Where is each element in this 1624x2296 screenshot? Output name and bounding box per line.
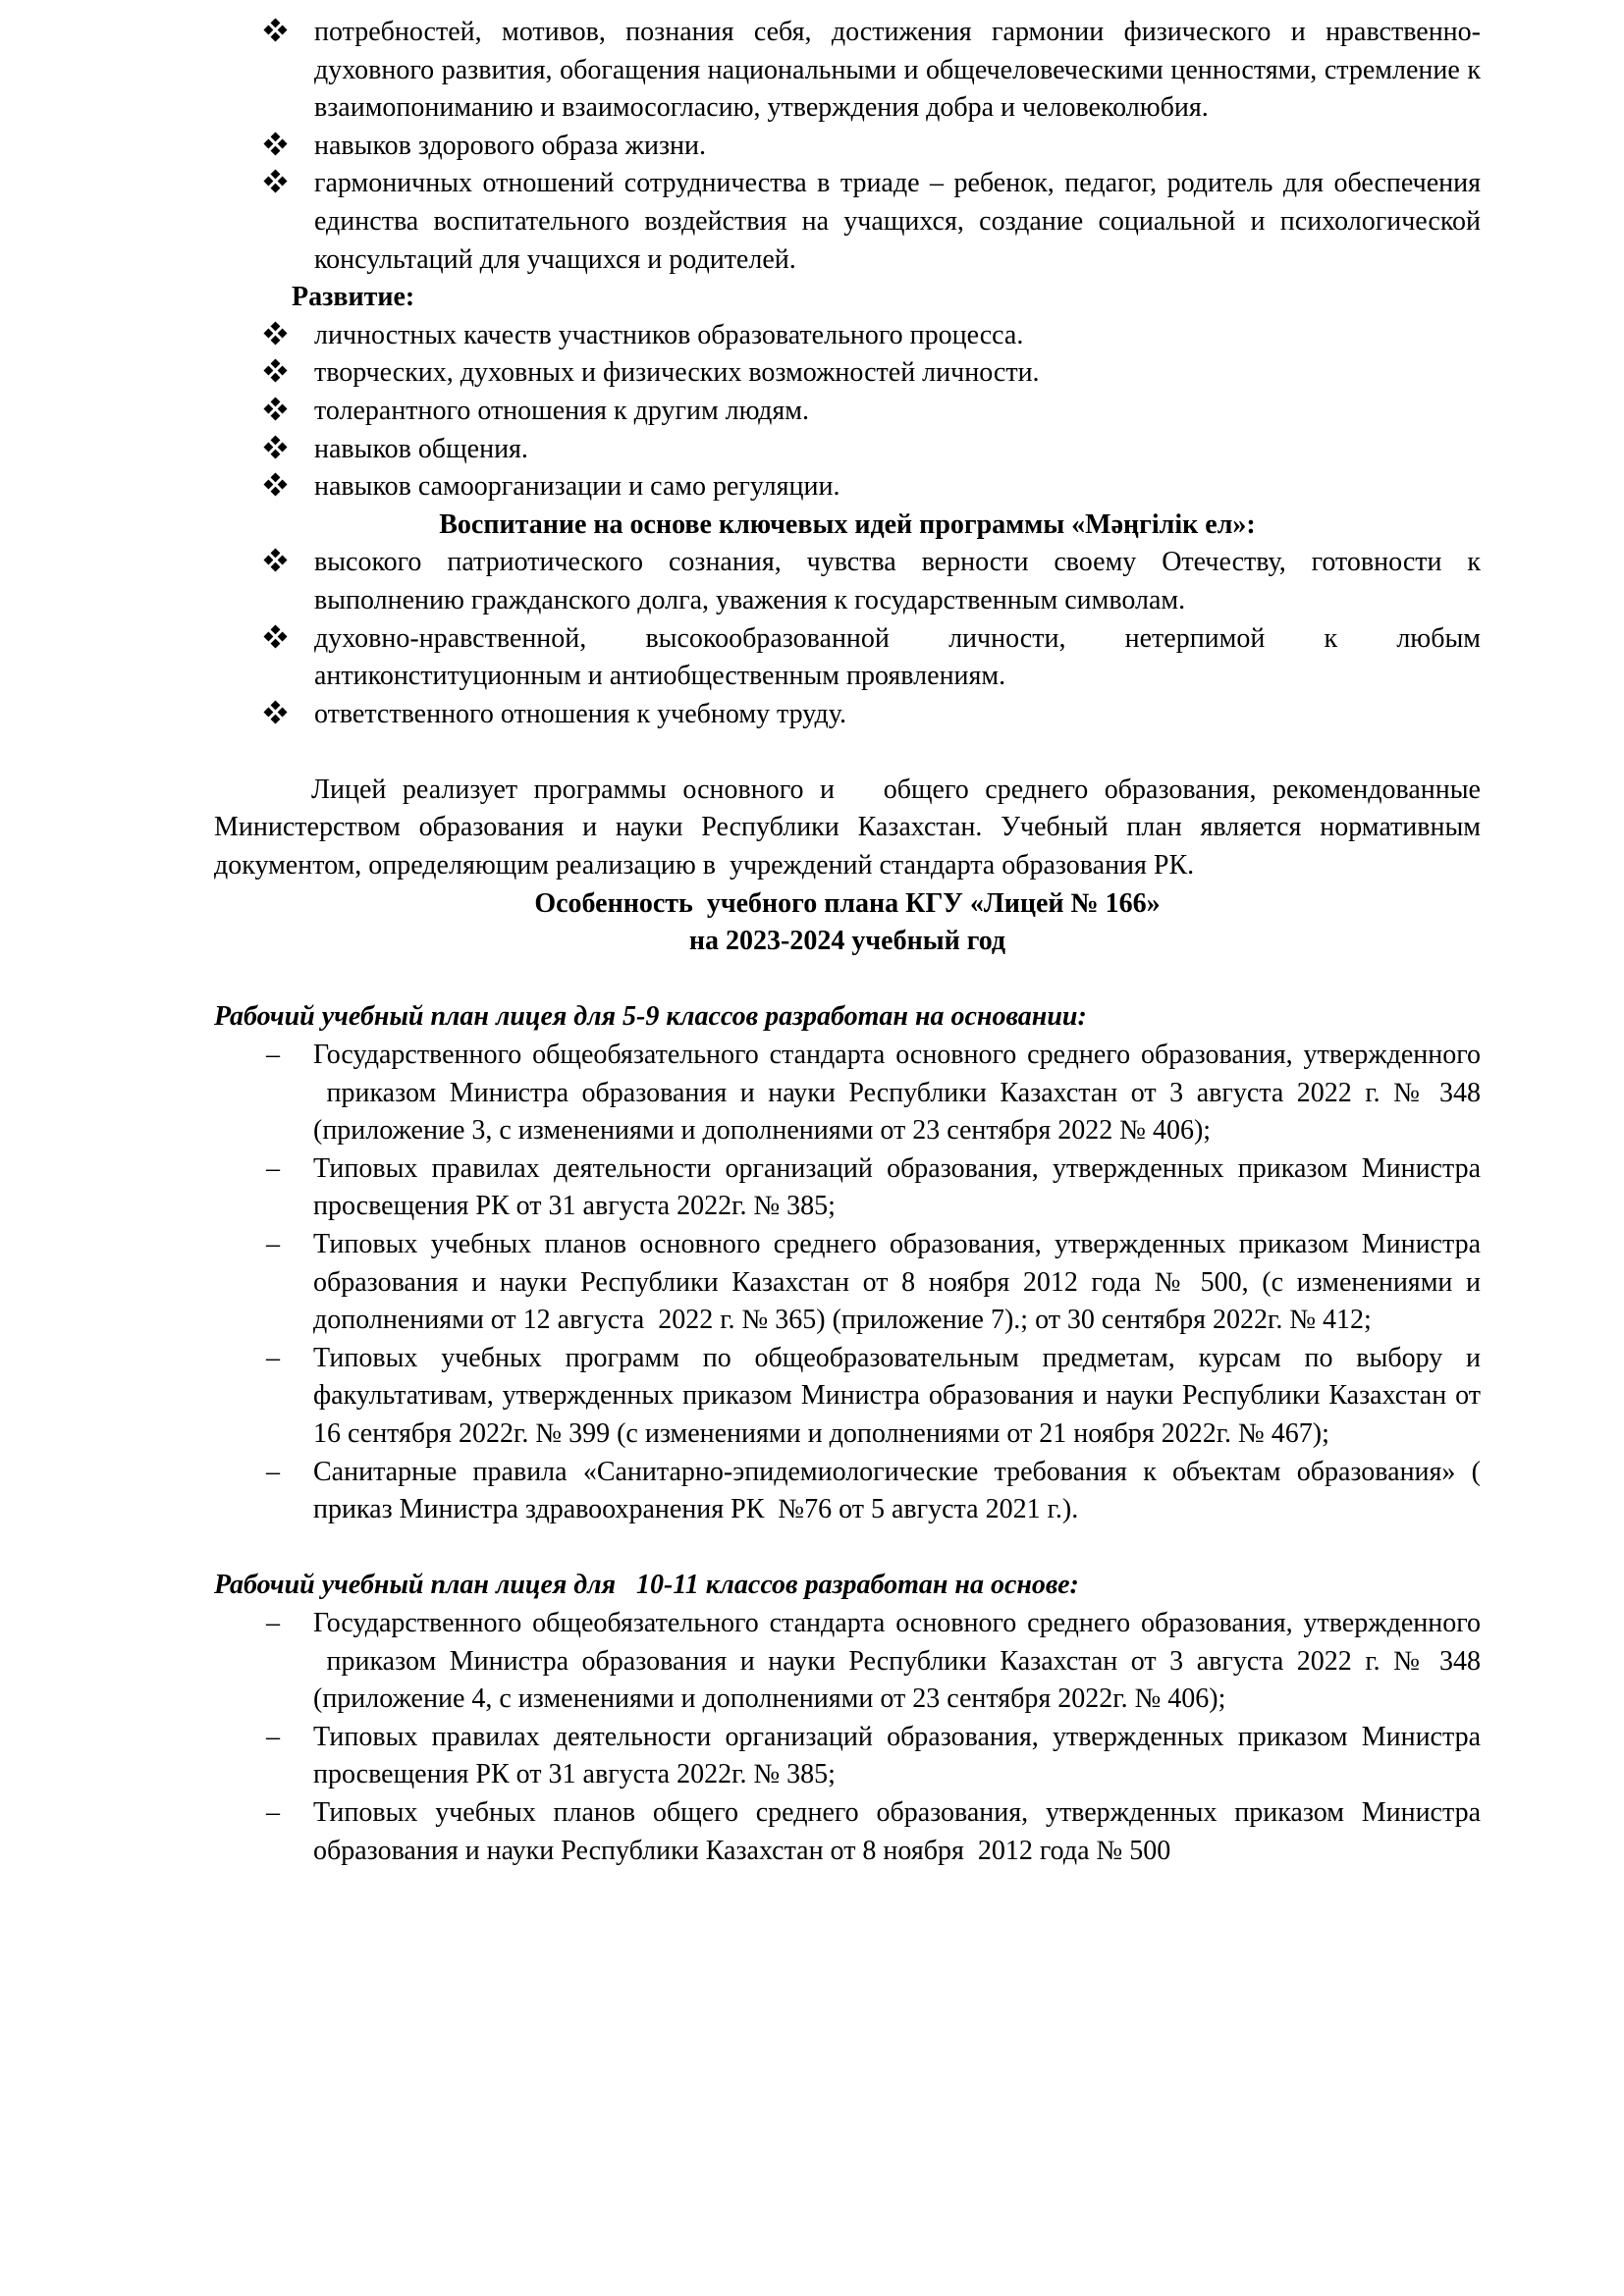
bullet-text: гармоничных отношений сотрудничества в триаде – ребенок, педагог, родитель для обеспечения единства воспитательного воздействия на учащихся, создание социальной и психологической консультаций для учащихся и родителей. [314, 168, 1481, 275]
list-item-text: Санитарные правила «Санитарно-эпидемиологические требования к объектам образования» ( приказ Министра здравоохранения РК №76 от 5 августа 2021 г.). [313, 1456, 1481, 1525]
list-item [214, 1794, 1481, 1870]
blank-line [214, 733, 1481, 772]
bullet-text: личностных качеств участников образовательного процесса. [314, 319, 1024, 350]
bullet-text: навыков общения. [314, 433, 528, 464]
list-item [214, 1605, 1481, 1719]
bullet-text: толерантного отношения к другим людям. [314, 395, 809, 426]
development-heading: Развитие: [292, 282, 415, 313]
bullet-text: потребностей, мотивов, познания себя, достижения гармонии физического и нравственно-духовного развития, обогащения национальными и общечеловеческими ценностями, стремление к взаимопониманию и взаимосогласию, утверждения добра и человеколюбия. [314, 17, 1481, 124]
list-item [214, 1719, 1481, 1794]
list-item [214, 620, 1481, 696]
list-item [214, 128, 1481, 166]
list-item-text: Государственного общеобязательного стандарта основного среднего образования, утвержденного приказом Министра образования и науки Республики Казахстан от 3 августа 2022 г. № 348 (приложение 3, с изменениями и дополнениями от 23 сентября 2022 № 406); [313, 1040, 1481, 1147]
list-item-text: Типовых учебных программ по общеобразовательным предметам, курсам по выбору и факультативам, утвержденных приказом Министра образования и науки Республики Казахстан от 16 сентября 2022г. № 399 (с изменениями и дополнениями от 21 ноября 2022г. № 467); [313, 1342, 1481, 1449]
dash-bullet-icon: – [266, 1152, 280, 1184]
bullet-text: навыков самоорганизации и само регуляции. [314, 471, 840, 503]
list-item [214, 1037, 1481, 1150]
list-item-text: Типовых правилах деятельности организаций образования, утвержденных приказом Министра просвещения РК от 31 августа 2022г. № 385; [313, 1721, 1481, 1790]
diamond-bullet-icon [265, 393, 314, 417]
list-item [214, 696, 1481, 734]
list-item [214, 1150, 1481, 1226]
list-item [214, 14, 1481, 128]
bullet-text: ответственного отношения к учебному труду. [314, 698, 846, 729]
dash-bullet-icon: – [266, 1796, 280, 1828]
list-item [214, 393, 1481, 431]
list-item [214, 165, 1481, 279]
section-5-9-heading: Рабочий учебный план лицея для 5-9 классов разработан на основании: [214, 1001, 1087, 1033]
list-item [214, 1454, 1481, 1529]
list-item-text: Типовых правилах деятельности организаций образования, утвержденных приказом Министра просвещения РК от 31 августа 2022г. № 385; [313, 1152, 1481, 1222]
section-10-11-heading: Рабочий учебный план лицея для 10-11 классов разработан на основе: [214, 1570, 1079, 1601]
diamond-bullet-icon [265, 620, 314, 645]
diamond-bullet-icon [265, 14, 314, 38]
list-item [214, 544, 1481, 619]
list-item [214, 431, 1481, 469]
diamond-bullet-icon [265, 317, 314, 342]
list-item [214, 1340, 1481, 1454]
dash-bullet-icon: – [266, 1342, 280, 1373]
list-item-text: Государственного общеобязательного стандарта основного среднего образования, утвержденного приказом Министра образования и науки Республики Казахстан от 3 августа 2022 г. № 348 (приложение 4, с изменениями и дополнениями от 23 сентября 2022г. № 406); [313, 1607, 1481, 1715]
blank-line [214, 961, 1481, 999]
list-item-text: Типовых учебных планов общего среднего образования, утвержденных приказом Министра образования и науки Республики Казахстан от 8 ноября 2012 года № 500 [313, 1796, 1481, 1866]
vospitanie-heading: Воспитание на основе ключевых идей программы «Мәңгілік ел»: [439, 508, 1256, 540]
blank-line [214, 1529, 1481, 1568]
diamond-bullet-icon [265, 354, 314, 379]
list-item [214, 468, 1481, 507]
list-item [214, 317, 1481, 355]
diamond-bullet-icon [265, 696, 314, 721]
development-bullet-list [214, 317, 1481, 507]
bullet-text: духовно-нравственной, высокообразованной личности, нетерпимой к любым антиконституционным и антиобщественным проявлениям. [314, 622, 1481, 692]
bullet-text: навыков здорового образа жизни. [314, 130, 706, 161]
list-item-text: Типовых учебных планов основного среднего образования, утвержденных приказом Министра образования и науки Республики Казахстан от 8 ноября 2012 года № 500, (с изменениями и дополнениями от 12 августа 2022 г. № 365) (приложение 7).; от 30 сентября 2022г. № 412; [313, 1229, 1481, 1336]
diamond-bullet-icon [265, 431, 314, 455]
bullet-text: высокого патриотического сознания, чувства верности своему Отечеству, готовности к выполнению гражданского долга, уважения к государственным символам. [314, 547, 1481, 615]
bullet-text: творческих, духовных и физических возможностей личности. [314, 357, 1040, 389]
list-item [214, 1226, 1481, 1340]
diamond-bullet-icon [265, 128, 314, 152]
dash-bullet-icon: – [266, 1721, 280, 1752]
plan-title-line2: на 2023-2024 учебный год [688, 926, 1006, 957]
section-10-11-list [214, 1605, 1481, 1870]
dash-bullet-icon: – [266, 1229, 280, 1259]
licey-paragraph: Лицей реализует программы основного и общего среднего образования, рекомендованные Министерством образования и науки Республики Казахстан. Учебный план является нормативным документом, определяющим реализацию в учреждений стандарта образования РК. [214, 774, 1481, 881]
plan-title-line1: Особенность учебного плана КГУ «Лицей № 166» [534, 887, 1161, 919]
dash-bullet-icon: – [266, 1456, 280, 1487]
goals-bullet-list [214, 14, 1481, 279]
vospitanie-bullet-list [214, 544, 1481, 733]
diamond-bullet-icon [265, 468, 314, 493]
section-5-9-list [214, 1037, 1481, 1529]
dash-bullet-icon: – [266, 1607, 280, 1638]
diamond-bullet-icon [265, 165, 314, 189]
diamond-bullet-icon [265, 544, 314, 568]
dash-bullet-icon: – [266, 1040, 280, 1071]
list-item [214, 354, 1481, 393]
